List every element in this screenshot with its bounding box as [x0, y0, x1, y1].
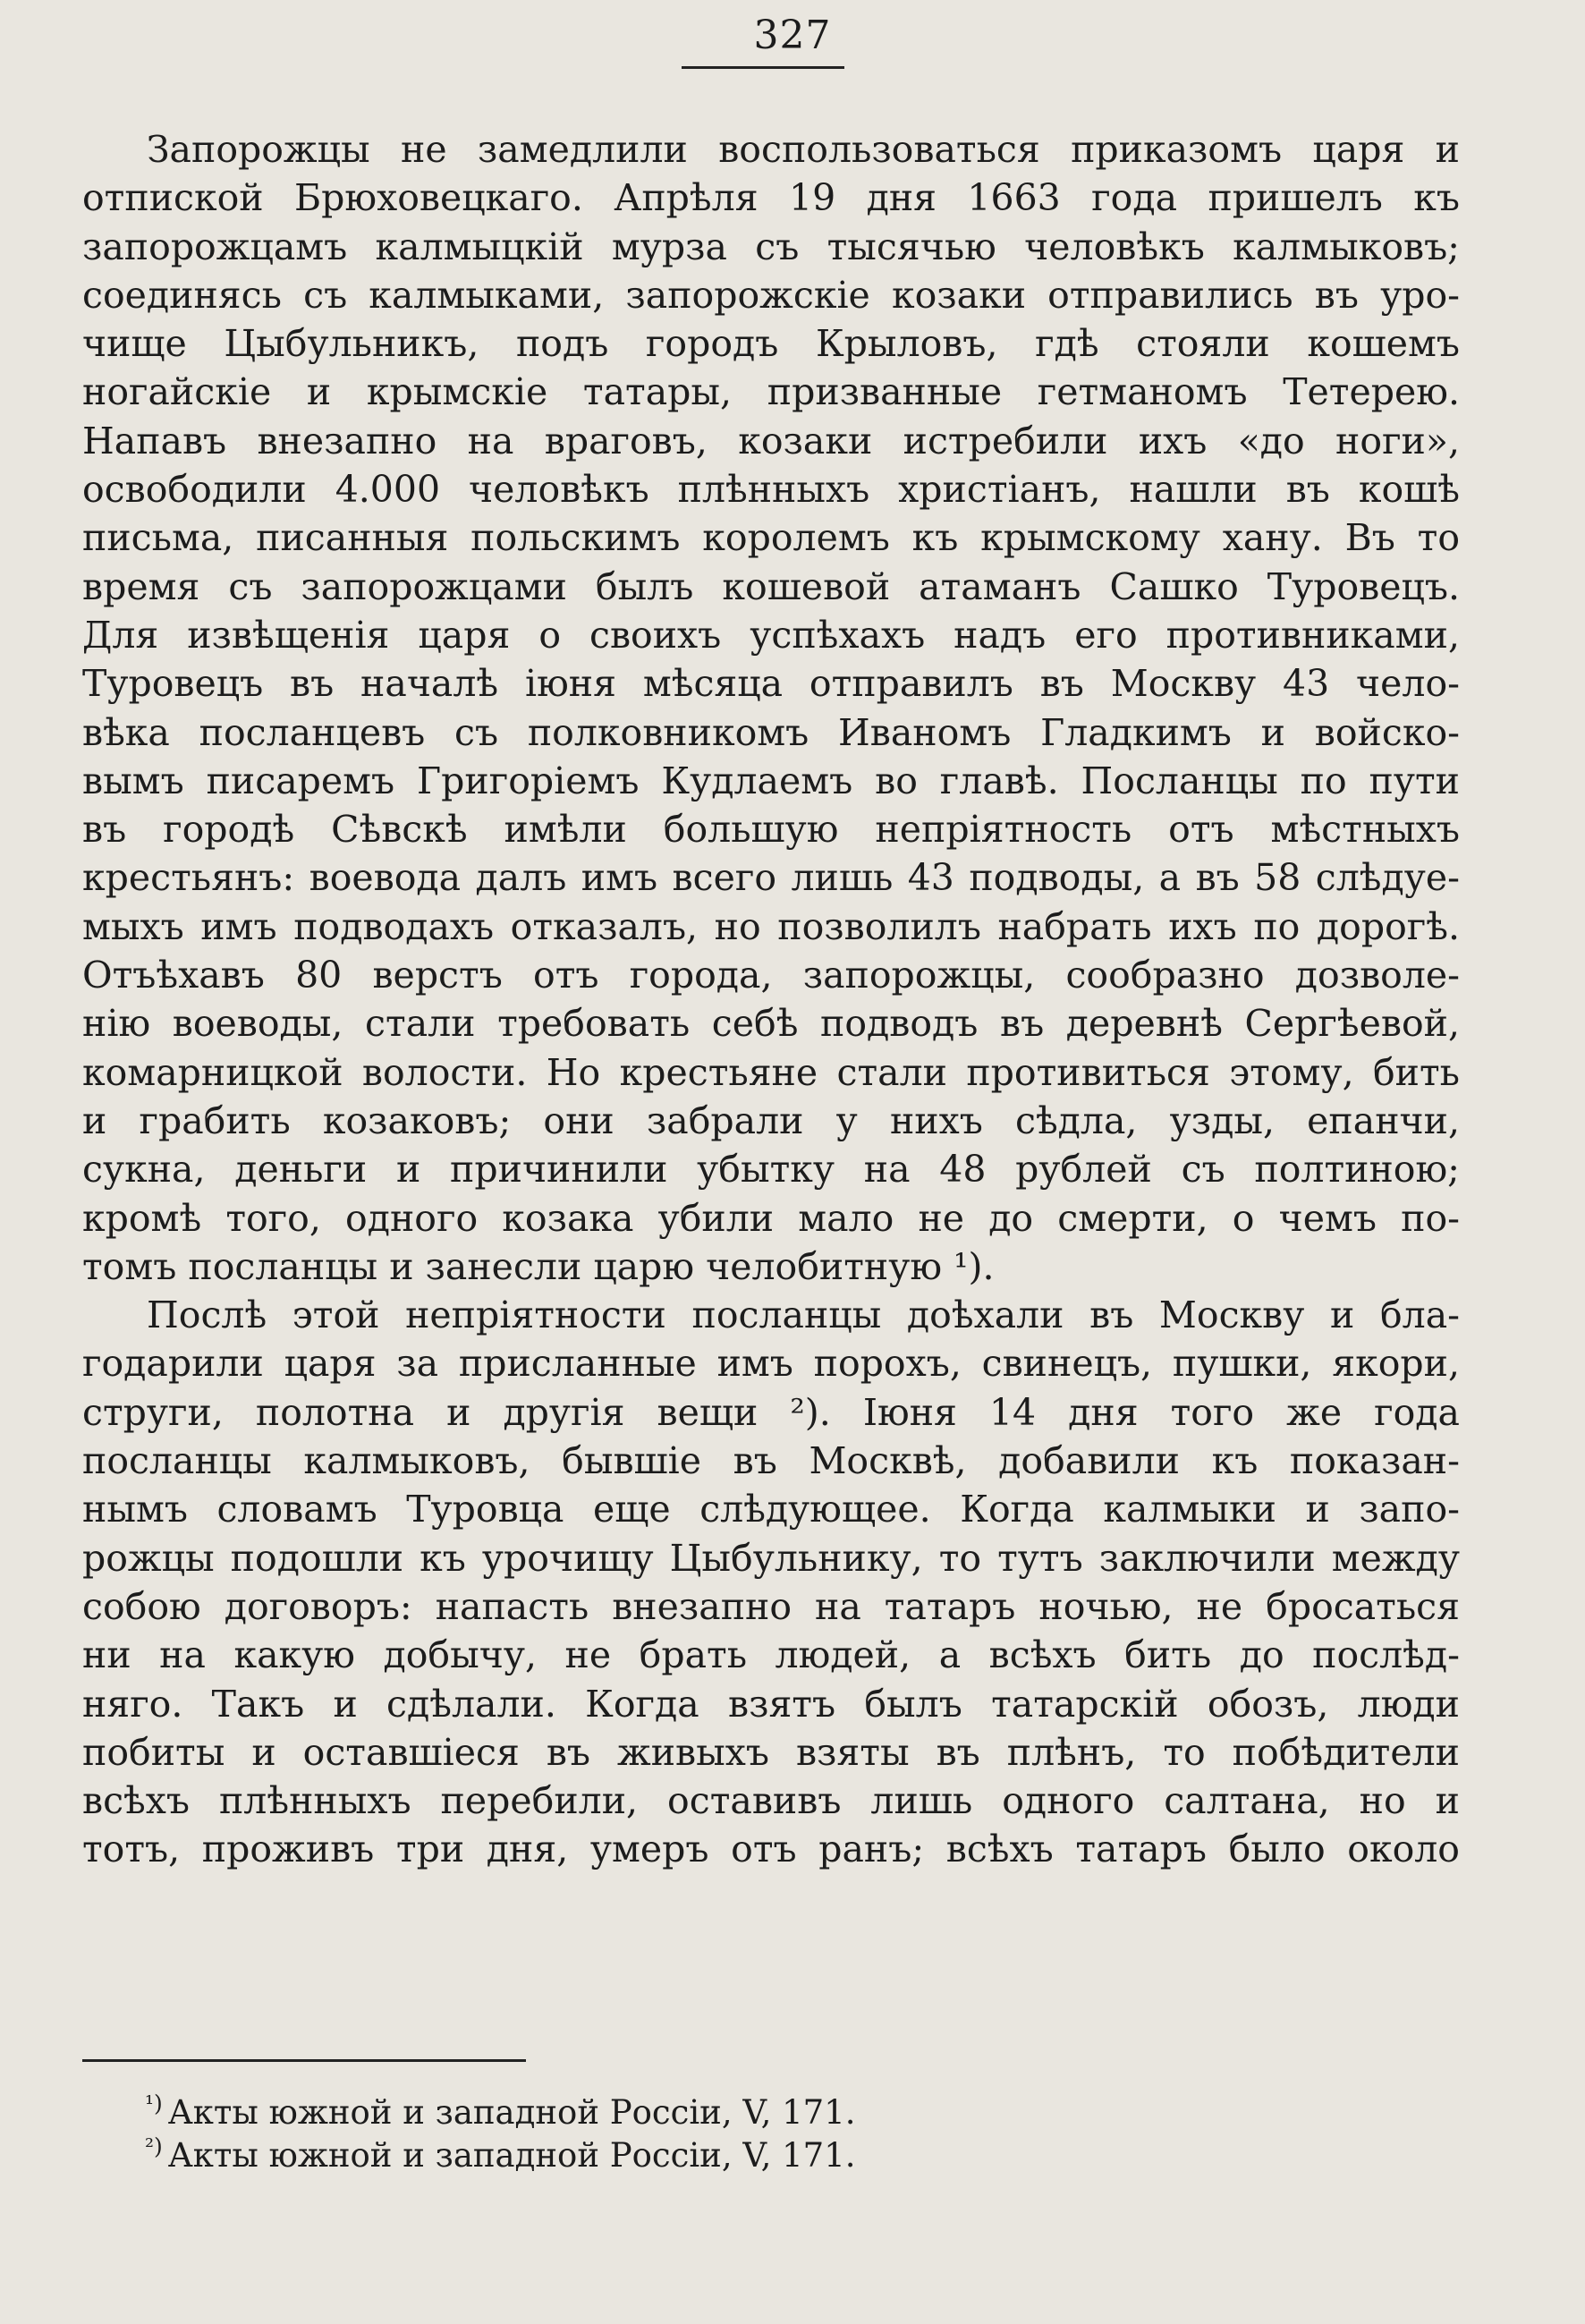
- text-line: крестьянъ: воевода далъ имъ всего лишь 43 подводы, а въ 58 слѣдуе-: [82, 856, 1460, 900]
- footnote-mark: ¹): [145, 2091, 163, 2116]
- body-text: [82, 125, 1460, 1874]
- text-line: собою договоръ: напасть внезапно на татаръ ночью, не бросаться: [82, 1584, 1460, 1628]
- text-line: письма, писанныя польскимъ королемъ къ крымскому хану. Въ то: [82, 516, 1460, 560]
- text-line: вымъ писаремъ Григоріемъ Кудлаемъ во главѣ. Посланцы по пути: [82, 759, 1460, 802]
- text-line: отпиской Брюховецкаго. Апрѣля 19 дня 1663 года пришелъ къ: [82, 176, 1460, 220]
- text-line: посланцы калмыковъ, бывшіе въ Москвѣ, добавили къ показан-: [82, 1439, 1460, 1483]
- text-line: Отъѣхавъ 80 верстъ отъ города, запорожцы, сообразно дозволе-: [82, 954, 1460, 997]
- text-line: сукна, деньги и причинили убытку на 48 рублей съ полтиною;: [82, 1148, 1460, 1192]
- text-line: нымъ словамъ Туровца еще слѣдующее. Когда калмыки и запо-: [82, 1488, 1460, 1531]
- text-line: Напавъ внезапно на враговъ, козаки истребили ихъ «до ноги»,: [82, 419, 1460, 462]
- footnote: [145, 2134, 1308, 2177]
- text-line: ногайскіе и крымскіе татары, призванные гетманомъ Тетерею.: [82, 370, 1460, 414]
- footnote-mark: ²): [145, 2133, 163, 2159]
- text-line: время съ запорожцами былъ кошевой атаманъ Сашко Туровецъ.: [82, 564, 1460, 608]
- text-line: няго. Такъ и сдѣлали. Когда взятъ былъ татарскій обозъ, люди: [82, 1682, 1460, 1726]
- text-line: Послѣ этой непріятности посланцы доѣхали въ Москву и бла-: [147, 1293, 1460, 1337]
- text-line: мыхъ имъ подводахъ отказалъ, но позволилъ набрать ихъ по дорогѣ.: [82, 904, 1460, 948]
- text-line: Запорожцы не замедлили воспользоваться приказомъ царя и: [147, 128, 1460, 171]
- text-line: запорожцамъ калмыцкій мурза съ тысячью человѣкъ калмыковъ;: [82, 225, 1460, 268]
- footnote-text: Акты южной и западной Россіи, V, 171.: [167, 2136, 856, 2175]
- text-line: освободили 4.000 человѣкъ плѣнныхъ христіанъ, нашли въ кошѣ: [82, 468, 1460, 512]
- page-number: 327: [753, 13, 832, 58]
- text-line: комарницкой волости. Но крестьяне стали противиться этому, бить: [82, 1050, 1460, 1094]
- text-line: томъ посланцы и занесли царю челобитную ¹).: [82, 1244, 995, 1288]
- text-line: соединясь съ калмыками, запорожскіе козаки отправились въ уро-: [82, 273, 1460, 317]
- page-number-rule: [682, 66, 844, 69]
- text-line: годарили царя за присланные имъ порохъ, свинецъ, пушки, якори,: [82, 1342, 1460, 1386]
- text-line: кромѣ того, одного козака убили мало не до смерти, о чемъ по-: [82, 1196, 1460, 1240]
- text-line: нію воеводы, стали требовать себѣ подводъ въ деревнѣ Сергѣевой,: [82, 1002, 1460, 1046]
- text-line: тотъ, проживъ три дня, умеръ отъ ранъ; всѣхъ татаръ было около: [82, 1828, 1460, 1871]
- text-line: всѣхъ плѣнныхъ перебили, оставивъ лишь одного салтана, но и: [82, 1779, 1460, 1823]
- text-line: рожцы подошли къ урочищу Цыбульнику, то тутъ заключили между: [82, 1536, 1460, 1580]
- text-line: Для извѣщенія царя о своихъ успѣхахъ надъ его противниками,: [82, 613, 1460, 657]
- footnote: [145, 2091, 1308, 2134]
- text-line: въ городѣ Сѣвскѣ имѣли большую непріятность отъ мѣстныхъ: [82, 808, 1460, 852]
- text-line: струги, полотна и другія вещи ²). Іюня 14 дня того же года: [82, 1390, 1460, 1434]
- footnote-text: Акты южной и западной Россіи, V, 171.: [167, 2093, 856, 2132]
- text-line: побиты и оставшіеся въ живыхъ взяты въ плѣнъ, то побѣдители: [82, 1730, 1460, 1774]
- text-line: ни на какую добычу, не брать людей, а всѣхъ бить до послѣд-: [82, 1633, 1460, 1677]
- footnote-rule: [82, 2059, 526, 2062]
- text-line: и грабить козаковъ; они забрали у нихъ сѣдла, узды, епанчи,: [82, 1098, 1460, 1142]
- footnotes: [145, 2091, 1308, 2177]
- text-line: чище Цыбульникъ, подъ городъ Крыловъ, гдѣ стояли кошемъ: [82, 322, 1460, 366]
- text-line: Туровецъ въ началѣ іюня мѣсяца отправилъ въ Москву 43 чело-: [82, 662, 1460, 706]
- text-line: вѣка посланцевъ съ полковникомъ Иваномъ Гладкимъ и войско-: [82, 710, 1460, 754]
